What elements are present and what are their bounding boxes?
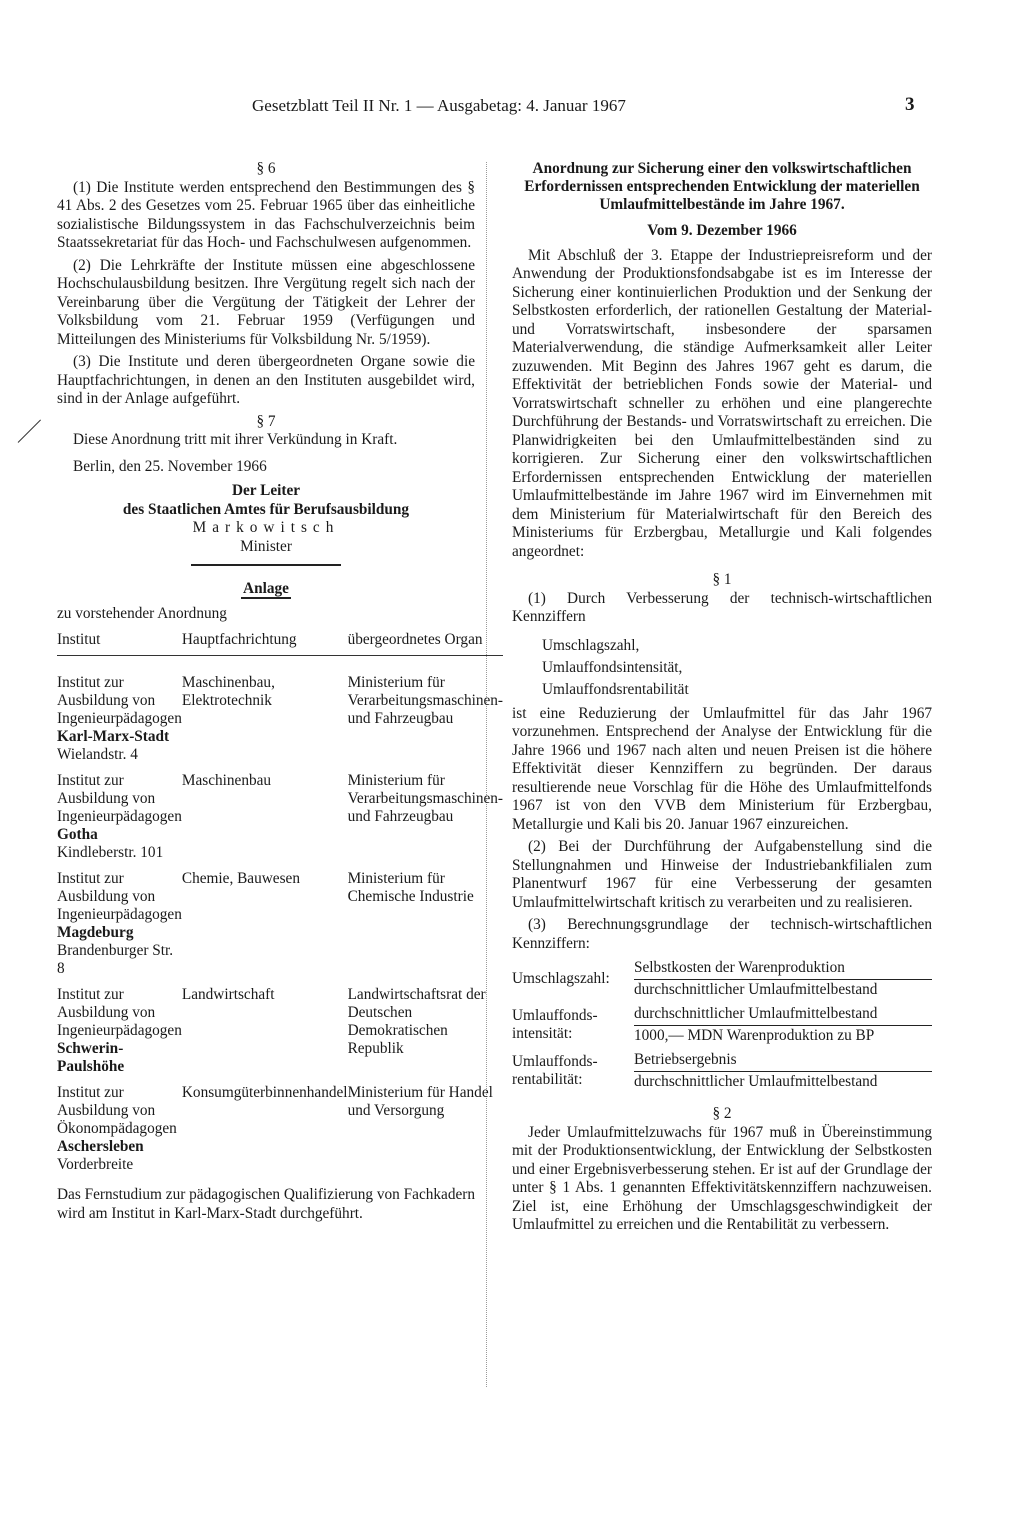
left-column [57,160,504,1227]
page-header-title: Gesetzblatt Teil II Nr. 1 — Ausgabetag: 4. Januar 1967 [252,96,626,115]
institut-address: Wielandstr. 4 [57,746,138,763]
organ: Landwirtschaftsrat der Deutschen Demokratischen Republik [347,986,486,1057]
table-row [57,772,503,870]
institut-address: Kindleberstr. 101 [57,844,164,861]
institut-city: Aschersleben [57,1138,144,1155]
organ: Ministerium für Verarbeitungsmaschinen- und Fahrzeugbau [347,674,504,727]
institut-city: Schwerin-Paulshöhe [57,1040,125,1075]
list-item: Umlauffondsrentabilität [542,680,689,698]
institut-name: Institut zur Ausbildung von Ingenieurpädagogen [57,772,182,825]
annex-subtitle: zu vorstehender Anordnung [57,604,227,622]
kennziffern-list [542,635,932,701]
section-1-paragraph-2: (2) Bei der Durchführung der Aufgabenstellung sind die Stellungnahmen und Hinweise der Industriebankfilialen zum Planentwurf 1967 für eine Verbesserung der gesamten Umlaufmittelwirtschaft kritisch zu verarbeiten und zu realisieren. [512,838,932,911]
annex-title: Anlage [243,580,289,597]
section-6-paragraph-3: (3) Die Institute und deren übergeordneten Organe sowie die Hauptfachrichtungen, in denen an den Instituten ausgebildet wird, sind in der Anlage aufgeführt. [57,353,475,407]
section-1-paragraph-1-continued: ist eine Reduzierung der Umlaufmittel für das Jahr 1967 vorzunehmen. Entsprechend der Analyse der Entwicklung für die Jahre 1966 und 1967 nach alten und neuen Preisen ist die höhere Effektivität dieser Kennziffern zu begründen. Der daraus resultierende neue Vorschlag für die Höhe des Umlaufmittelfonds 1967 ist von den VVB dem Ministerium für Erzbergbau, Metallurgie und Kali bis 20. Januar 1967 einzureichen. [512,704,932,833]
table-row [57,986,503,1084]
formula-label: Umlauffonds-intensität: [512,1006,598,1042]
formula-umlauffondsintensitaet [512,1005,932,1045]
list-item: Umschlagszahl, [542,636,640,654]
formula-umlauffondsrentabilitaet [512,1051,932,1091]
institut-city: Magdeburg [57,924,134,941]
list-item: Umlauffondsintensität, [542,658,683,676]
section-2-heading: § 2 [712,1105,732,1122]
section-7-paragraph: Diese Anordnung tritt mit ihrer Verkündung in Kraft. [73,431,398,448]
table-header-organ: übergeordnetes Organ [348,631,503,656]
table-header-institut: Institut [57,631,182,656]
ordinance-date: Vom 9. Dezember 1966 [647,222,797,239]
formula-numerator: durchschnittlicher Umlaufmittelbestand [634,1005,878,1022]
stray-pen-mark [18,420,41,443]
formula-denominator: durchschnittlicher Umlaufmittelbestand [634,979,932,1000]
institut-address: Vorderbreite [57,1156,134,1173]
institutes-table [57,631,503,1182]
signature-line-1: Der Leiter [231,482,301,499]
table-row [57,1084,503,1182]
section-7-heading: § 7 [256,412,276,430]
organ: Ministerium für Handel und Versorgung [347,1084,493,1119]
section-1-paragraph-1: (1) Durch Verbesserung der technisch-wirtschaftlichen Kennziffern [512,589,932,625]
organ: Ministerium für Chemische Industrie [347,870,474,905]
institut-name: Institut zur Ausbildung von Ingenieurpädagogen [57,870,182,923]
formula-numerator: Betriebsergebnis [634,1051,737,1068]
place-date: Berlin, den 25. November 1966 [73,457,267,475]
formula-denominator: durchschnittlicher Umlaufmittelbestand [634,1071,932,1092]
section-2-paragraph: Jeder Umlaufmittelzuwachs für 1967 muß in Übereinstimmung mit der Produktionsentwicklung, der Entwicklung der Selbstkosten und einer Ergebnisverbesserung stehen. Er ist auf der Grundlage der unter § 1 Abs. 1 genannten Effektivitätskennziffern nachzuweisen. Ziel ist, eine Erhöhung der Umschlagsgeschwindigkeit der Umlaufmittel zu erreichen und die Rentabilität zu verbessern. [512,1123,932,1233]
hauptfachrichtung: Landwirtschaft [181,986,275,1003]
institut-city: Karl-Marx-Stadt [57,728,170,745]
section-6-paragraph-2: (2) Die Lehrkräfte der Institute müssen eine abgeschlossene Hochschulausbildung besitzen. Ihre Vergütung regelt sich nach der Vereinbarung über die Vergütung der Tätigkeit der Lehrer der Volksbildung vom 21. Februar 1959 (Verfügungen und Mitteilungen des Ministeriums für Volksbildung Nr. 5/1959). [57,256,475,348]
signature-name: Markowitsch [192,519,340,536]
section-6-paragraph-1: (1) Die Institute werden entsprechend den Bestimmungen des § 41 Abs. 2 des Gesetzes vom 25. Februar 1965 über das einheitliche sozialistische Bildungssystem in das Fachschulverzeichnis beim Staatssekretariat für das Hoch- und Fachschulwesen aufgenommen. [57,178,475,251]
hauptfachrichtung: Konsumgüterbinnenhandel [181,1084,348,1101]
formula-numerator: Selbstkosten der Warenproduktion [634,959,845,976]
organ: Ministerium für Verarbeitungsmaschinen- und Fahrzeugbau [347,772,504,825]
institut-name: Institut zur Ausbildung von Ökonompädagogen [57,1084,177,1137]
formula-label: Umlauffonds-rentabilität: [512,1052,598,1088]
signature-role: Minister [240,537,292,555]
institut-city: Gotha [57,826,98,843]
hauptfachrichtung: Chemie, Bauwesen [181,870,300,887]
ordinance-title: Anordnung zur Sicherung einer den volkswirtschaftlichen Erfordernissen entsprechenden Entwicklung der materiellen Umlaufmittelbestände im Jahre 1967. [524,160,920,213]
institut-name: Institut zur Ausbildung von Ingenieurpädagogen [57,986,182,1039]
closing-note: Das Fernstudium zur pädagogischen Qualifizierung von Fachkadern wird am Institut in Karl-Marx-Stadt durchgeführt. [57,1186,475,1222]
formula-umschlagszahl [512,959,932,999]
formula-denominator: 1000,— MDN Warenproduktion zu BP [634,1025,932,1046]
hauptfachrichtung: Maschinenbau, Elektrotechnik [181,674,275,709]
hauptfachrichtung: Maschinenbau [181,772,272,789]
page-number: 3 [905,94,915,115]
section-1-heading: § 1 [712,571,732,588]
section-6-heading: § 6 [256,160,276,177]
ordinance-intro: Mit Abschluß der 3. Etappe der Industriepreisreform und der Anwendung der Produktionsfondsabgabe ist es im Interesse der Sicherung einer kontinuierlichen Produktion und der Senkung der Selbstkosten erforderlich, der rationellen Gestaltung der Material- und Vorratswirtschaft, insbesondere der sparsamen Materialverwendung, die ständige Aufmerksamkeit aller Leiter zuzuwenden. Mit Beginn des Jahres 1967 geht es darum, die Effektivität der betrieblichen Fonds sowie der Material- und Vorratswirtschaft schneller zu erhöhen und eine plangerechte Durchführung der Bestands- und Vorratswirtschaft zu erreichen. Die Planwidrigkeiten bei den Umlaufmittelbeständen sind zu korrigieren. Zur Sicherung einer den volkswirtschaftlichen Erfordernissen entsprechenden Entwicklung der materiellen Umlaufmittelbestände im Jahre 1967 wird im Einvernehmen mit dem Ministerium für Materialwirtschaft für den Bereich des Ministeriums für Erzbergbau, Metallurgie und Kali folgendes angeordnet: [512,246,932,560]
table-row [57,870,503,986]
signature-line-2: des Staatlichen Amtes für Berufsausbildung [122,500,410,518]
formula-label: Umschlagszahl: [512,969,610,987]
section-1-paragraph-3: (3) Berechnungsgrundlage der technisch-wirtschaftlichen Kennziffern: [512,916,932,952]
signature-divider [191,564,341,566]
table-header-hauptfachrichtung: Hauptfachrichtung [182,631,348,656]
table-row [57,656,503,773]
right-column [512,160,932,1239]
institut-name: Institut zur Ausbildung von Ingenieurpädagogen [57,674,182,727]
institut-address: Brandenburger Str. 8 [57,942,174,977]
